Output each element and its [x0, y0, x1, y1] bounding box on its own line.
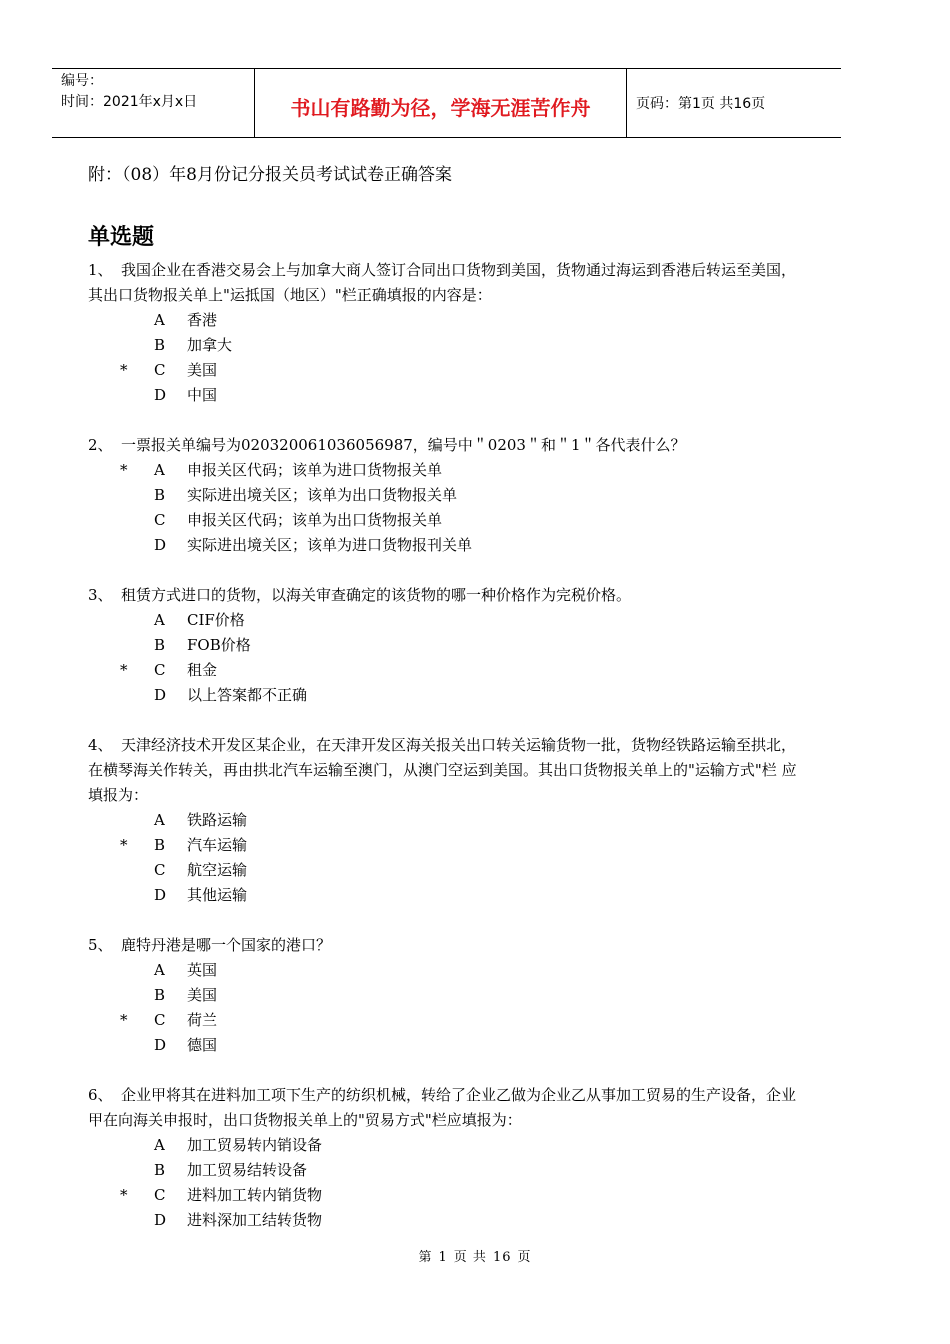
question-item [88, 1083, 810, 1233]
question-body: 天津经济技术开发区某企业，在天津开发区海关报关出口转关运输货物一批，货物经铁路运输至拱北，在横琴海关作转关，再由拱北汽车运输至澳门，从澳门空运到美国。其出口货物报关单上的"运输方式"栏 应填报为： [88, 736, 797, 804]
correct-answer-mark [88, 333, 154, 358]
option-text: 荷兰 [187, 1011, 218, 1029]
correct-answer-mark [88, 958, 154, 983]
answer-option [88, 483, 810, 508]
answer-option [88, 1208, 810, 1233]
answer-option [88, 1133, 810, 1158]
question-item [88, 433, 810, 558]
correct-answer-mark [88, 633, 154, 658]
answer-option [88, 358, 810, 383]
question-item [88, 933, 810, 1058]
page-header [52, 68, 841, 138]
answer-option [88, 308, 810, 333]
option-text: 航空运输 [187, 861, 248, 879]
footer-page-number: 1 [438, 1250, 448, 1265]
answer-option [88, 1183, 810, 1208]
answer-option [88, 883, 810, 908]
option-letter: B [154, 986, 166, 1004]
option-letter: A [154, 811, 165, 829]
option-letter: C [154, 1186, 166, 1204]
serial-number-label: 编号： [61, 73, 103, 89]
question-text [88, 433, 810, 458]
option-letter: A [154, 611, 165, 629]
correct-answer-mark [88, 1033, 154, 1058]
question-text [88, 933, 810, 958]
option-letter: B [154, 1161, 166, 1179]
option-letter: D [154, 1036, 167, 1054]
question-body: 企业甲将其在进料加工项下生产的纺织机械，转给了企业乙做为企业乙从事加工贸易的生产设备，企业甲在向海关申报时，出口货物报关单上的"贸易方式"栏应填报为： [88, 1086, 797, 1129]
answer-option [88, 1033, 810, 1058]
answer-option [88, 508, 810, 533]
correct-answer-mark: * [120, 461, 128, 479]
option-text: 加工贸易转内销设备 [187, 1136, 323, 1154]
correct-answer-mark [88, 883, 154, 908]
option-text: 铁路运输 [187, 811, 248, 829]
correct-answer-mark: * [120, 661, 128, 679]
answer-option [88, 958, 810, 983]
option-text: 英国 [187, 961, 218, 979]
correct-answer-mark: * [120, 361, 128, 379]
question-body: 一票报关单编号为020320061036056987，编号中＂0203＂和＂1＂各代表什么？ [121, 436, 686, 454]
option-text: 德国 [187, 1036, 218, 1054]
option-text: 加拿大 [187, 336, 233, 354]
option-letter: B [154, 836, 166, 854]
correct-answer-mark [88, 533, 154, 558]
correct-answer-mark [88, 383, 154, 408]
answer-option [88, 683, 810, 708]
option-text: 以上答案都不正确 [187, 686, 308, 704]
answer-option [88, 633, 810, 658]
question-text [88, 583, 810, 608]
section-title: 单选题 [88, 225, 155, 250]
header-left-cell [52, 69, 254, 137]
correct-answer-mark: * [120, 836, 128, 854]
option-letter: A [154, 961, 165, 979]
option-letter: A [154, 1136, 165, 1154]
option-text: 中国 [187, 386, 218, 404]
correct-answer-mark [88, 608, 154, 633]
answer-option [88, 658, 810, 683]
question-number: 3、 [88, 586, 113, 604]
option-letter: D [154, 686, 167, 704]
option-letter: D [154, 1211, 167, 1229]
correct-answer-mark [88, 483, 154, 508]
answer-option [88, 808, 810, 833]
option-letter: B [154, 486, 166, 504]
answer-option [88, 983, 810, 1008]
question-list [88, 258, 810, 1258]
answer-option [88, 833, 810, 858]
option-letter: A [154, 461, 165, 479]
question-text [88, 733, 810, 808]
question-item [88, 583, 810, 708]
option-letter: B [154, 636, 166, 654]
question-number: 2、 [88, 436, 113, 454]
question-item [88, 733, 810, 908]
answer-option [88, 608, 810, 633]
date-label: 时间：2021年x月x日 [61, 94, 198, 110]
option-text: 香港 [187, 311, 218, 329]
option-text: FOB价格 [187, 636, 251, 654]
question-body: 租赁方式进口的货物，以海关审查确定的该货物的哪一种价格作为完税价格。 [121, 586, 632, 604]
header-page-info: 页码：第1页 共16页 [636, 96, 766, 112]
option-text: 实际进出境关区；该单为出口货物报关单 [187, 486, 458, 504]
option-text: 加工贸易结转设备 [187, 1161, 308, 1179]
answer-option [88, 333, 810, 358]
option-letter: D [154, 386, 167, 404]
answer-option [88, 1158, 810, 1183]
answer-option [88, 458, 810, 483]
answer-option [88, 1008, 810, 1033]
option-letter: C [154, 511, 166, 529]
answer-option [88, 858, 810, 883]
document-intro: 附：（08）年8月份记分报关员考试试卷正确答案 [88, 165, 452, 185]
question-item [88, 258, 810, 408]
option-text: 汽车运输 [187, 836, 248, 854]
correct-answer-mark [88, 1208, 154, 1233]
page-footer [0, 1246, 950, 1265]
answer-option [88, 383, 810, 408]
option-text: 申报关区代码；该单为进口货物报关单 [187, 461, 443, 479]
question-number: 4、 [88, 736, 113, 754]
question-number: 5、 [88, 936, 113, 954]
footer-total-pages: 16 [492, 1250, 512, 1265]
option-letter: D [154, 886, 167, 904]
option-text: 美国 [187, 986, 218, 1004]
footer-pre: 第 [418, 1250, 433, 1265]
correct-answer-mark [88, 983, 154, 1008]
option-letter: C [154, 1011, 166, 1029]
option-letter: C [154, 861, 166, 879]
option-text: 美国 [187, 361, 218, 379]
correct-answer-mark [88, 1158, 154, 1183]
option-letter: A [154, 311, 165, 329]
question-text [88, 258, 810, 308]
answer-option [88, 533, 810, 558]
option-letter: D [154, 536, 167, 554]
correct-answer-mark [88, 1133, 154, 1158]
correct-answer-mark: * [120, 1011, 128, 1029]
option-text: 租金 [187, 661, 218, 679]
correct-answer-mark [88, 508, 154, 533]
correct-answer-mark: * [120, 1186, 128, 1204]
footer-post: 页 [517, 1250, 532, 1265]
correct-answer-mark [88, 858, 154, 883]
option-text: 其他运输 [187, 886, 248, 904]
option-text: CIF价格 [187, 611, 245, 629]
option-text: 进料加工转内销货物 [187, 1186, 323, 1204]
question-number: 1、 [88, 261, 113, 279]
header-motto: 书山有路勤为径，学海无涯苦作舟 [290, 95, 591, 120]
header-motto-cell [254, 69, 627, 137]
option-text: 进料深加工结转货物 [187, 1211, 323, 1229]
question-text [88, 1083, 810, 1133]
correct-answer-mark [88, 308, 154, 333]
correct-answer-mark [88, 808, 154, 833]
option-text: 实际进出境关区；该单为进口货物报刊关单 [187, 536, 473, 554]
footer-mid: 页 共 [453, 1250, 487, 1265]
option-letter: C [154, 661, 166, 679]
option-letter: B [154, 336, 166, 354]
option-letter: C [154, 361, 166, 379]
correct-answer-mark [88, 683, 154, 708]
option-text: 申报关区代码；该单为出口货物报关单 [187, 511, 443, 529]
question-body: 鹿特丹港是哪一个国家的港口？ [121, 936, 332, 954]
question-number: 6、 [88, 1086, 113, 1104]
question-body: 我国企业在香港交易会上与加拿大商人签订合同出口货物到美国，货物通过海运到香港后转运至美国，其出口货物报关单上"运抵国（地区）"栏正确填报的内容是： [88, 261, 797, 304]
